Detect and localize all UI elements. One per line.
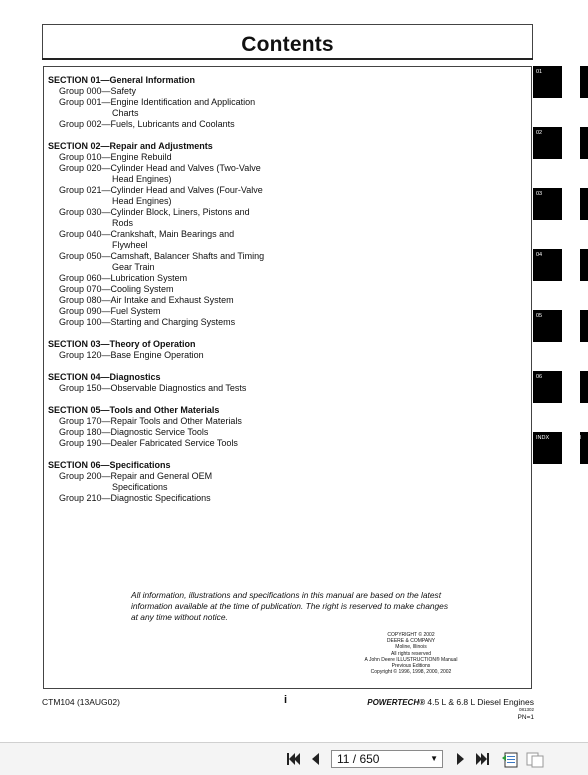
- toc-group-label: Group 190—Dealer Fabricated Service Tools: [59, 438, 238, 448]
- footer-brand: POWERTECH®: [367, 698, 425, 707]
- toc-group-label: Group 180—Diagnostic Service Tools: [59, 427, 209, 437]
- toc-group-label: Group 080—Air Intake and Exhaust System: [59, 295, 234, 305]
- toc-group-label: Group 200—Repair and General OEM: [59, 471, 213, 481]
- toc-group-item[interactable]: [48, 119, 348, 130]
- toc-group-label: Group 170—Repair Tools and Other Materials: [59, 416, 242, 426]
- copyright-line: Moline, Illinois: [395, 644, 427, 651]
- toc-group-label-continued: Flywheel: [112, 240, 148, 250]
- next-page-edge-tab-03: [580, 188, 588, 220]
- section-tab-02[interactable]: 02: [533, 127, 562, 159]
- toc-group-label: Group 030—Cylinder Block, Liners, Pistons and: [59, 207, 250, 217]
- toc-section-title[interactable]: SECTION 03—Theory of Operation: [48, 339, 196, 349]
- toc-group-item[interactable]: [48, 163, 348, 185]
- toc-section: [48, 372, 348, 394]
- footer-engine-title: 4.5 L & 6.8 L Diesel Engines: [425, 697, 534, 707]
- toc-group-label: Group 040—Crankshaft, Main Bearings and: [59, 229, 235, 239]
- table-of-contents: [48, 75, 348, 515]
- section-tab-05[interactable]: 05: [533, 310, 562, 342]
- section-tab-03[interactable]: 03: [533, 188, 562, 220]
- two-page-view-icon[interactable]: [526, 752, 544, 766]
- title-frame-top: [42, 24, 532, 25]
- toc-group-item[interactable]: [48, 493, 348, 504]
- toc-section: [48, 405, 348, 449]
- toc-group-label: Group 150—Observable Diagnostics and Tests: [59, 383, 247, 393]
- toc-group-label: Group 020—Cylinder Head and Valves (Two-Valve: [59, 163, 261, 173]
- toc-section: [48, 141, 348, 328]
- toc-group-label: Group 060—Lubrication System: [59, 273, 188, 283]
- toc-section-title[interactable]: SECTION 02—Repair and Adjustments: [48, 141, 213, 151]
- toc-group-item[interactable]: [48, 207, 348, 229]
- footer-pn: PN=1: [517, 714, 534, 721]
- toc-group-item[interactable]: [48, 427, 348, 438]
- last-page-icon[interactable]: [475, 752, 491, 766]
- toc-group-item[interactable]: [48, 284, 348, 295]
- toc-section: [48, 75, 348, 130]
- toc-group-label: Group 002—Fuels, Lubricants and Coolants: [59, 119, 235, 129]
- toc-group-item[interactable]: [48, 152, 348, 163]
- footer-manual-code: CTM104 (13AUG02): [42, 697, 120, 707]
- toc-section-title[interactable]: SECTION 06—Specifications: [48, 460, 171, 470]
- copyright-line: Copyright © 1996, 1998, 2000, 2002: [370, 669, 452, 676]
- copyright-line: A John Deere ILLUSTRUCTION® Manual: [364, 656, 458, 663]
- toc-group-item[interactable]: [48, 273, 348, 284]
- section-tab-06[interactable]: 06: [533, 371, 562, 403]
- toc-group-item[interactable]: [48, 383, 348, 394]
- next-page-icon[interactable]: [452, 752, 468, 766]
- page-number-select[interactable]: [331, 750, 443, 768]
- title-rule: [42, 58, 533, 60]
- toc-group-label: Group 090—Fuel System: [59, 306, 161, 316]
- next-page-edge-tab-05: [580, 310, 588, 342]
- toc-section-title[interactable]: SECTION 05—Tools and Other Materials: [48, 405, 220, 415]
- first-page-icon[interactable]: [285, 752, 301, 766]
- disclaimer-notice: All information, illustrations and specifications in this manual are based on the latest information available at the time of publication. The right is reserved to make changes at any time without notice.: [131, 590, 449, 622]
- toc-section: [48, 339, 348, 361]
- title-frame-right: [532, 24, 533, 60]
- copyright-line: COPYRIGHT © 2002: [387, 632, 435, 638]
- toc-group-label: Group 100—Starting and Charging Systems: [59, 317, 236, 327]
- toc-group-label-continued: Head Engines): [112, 174, 172, 184]
- toc-group-label: Group 120—Base Engine Operation: [59, 350, 204, 360]
- footer-page-number: i: [284, 694, 288, 706]
- toc-group-item[interactable]: [48, 438, 348, 449]
- toc-group-label-continued: Rods: [112, 218, 134, 228]
- toc-group-item[interactable]: [48, 295, 348, 306]
- footer-title: [320, 697, 534, 707]
- chevron-down-icon: ▼: [430, 754, 438, 763]
- toc-group-label-continued: Gear Train: [112, 262, 155, 272]
- toc-group-label: Group 000—Safety: [59, 86, 137, 96]
- page-indicator: 11 / 650: [337, 752, 380, 766]
- toc-group-label-continued: Head Engines): [112, 196, 172, 206]
- page-title: Contents: [241, 33, 334, 56]
- next-page-edge-tab-06: [580, 371, 588, 403]
- copyright-line: DEERE & COMPANY: [386, 638, 436, 645]
- toc-section-title[interactable]: SECTION 04—Diagnostics: [48, 372, 161, 382]
- navigation-toolbar: [0, 742, 588, 775]
- toc-group-item[interactable]: [48, 185, 348, 207]
- next-page-edge-tab-04: [580, 249, 588, 281]
- toc-group-label: Group 210—Diagnostic Specifications: [59, 493, 211, 503]
- toc-group-label: Group 001—Engine Identification and Application: [59, 97, 256, 107]
- toc-group-item[interactable]: [48, 416, 348, 427]
- next-page-edge-tab-top: [580, 66, 588, 98]
- toc-group-item[interactable]: [48, 317, 348, 328]
- toc-group-item[interactable]: [48, 97, 348, 119]
- previous-page-icon[interactable]: [308, 752, 324, 766]
- toc-group-label-continued: Specifications: [112, 482, 168, 492]
- section-tab-04[interactable]: 04: [533, 249, 562, 281]
- toc-group-item[interactable]: [48, 350, 348, 361]
- toc-group-label: Group 021—Cylinder Head and Valves (Four-Valve: [59, 185, 263, 195]
- toc-group-item[interactable]: [48, 251, 348, 273]
- section-tab-01[interactable]: 01: [533, 66, 562, 98]
- copyright-line: Previous Editions: [391, 663, 431, 670]
- single-page-view-icon[interactable]: [502, 752, 520, 766]
- next-page-edge-tab: I: [580, 432, 588, 464]
- toc-group-item[interactable]: [48, 306, 348, 317]
- toc-group-label: Group 050—Camshaft, Balancer Shafts and Timing: [59, 251, 265, 261]
- toc-section: [48, 460, 348, 504]
- toc-section-title[interactable]: SECTION 01—General Information: [48, 75, 196, 85]
- toc-group-label: Group 070—Cooling System: [59, 284, 174, 294]
- toc-group-item[interactable]: [48, 229, 348, 251]
- toc-group-label: Group 010—Engine Rebuild: [59, 152, 172, 162]
- section-tab-indx[interactable]: INDX: [533, 432, 562, 464]
- footer-date-code: 081302: [518, 707, 534, 712]
- toc-group-label-continued: Charts: [112, 108, 139, 118]
- copyright-line: All rights reserved: [390, 650, 431, 657]
- next-page-edge-tab-02: [580, 127, 588, 159]
- copyright-block: [340, 632, 482, 675]
- toc-group-item[interactable]: [48, 86, 348, 97]
- toc-group-item[interactable]: [48, 471, 348, 493]
